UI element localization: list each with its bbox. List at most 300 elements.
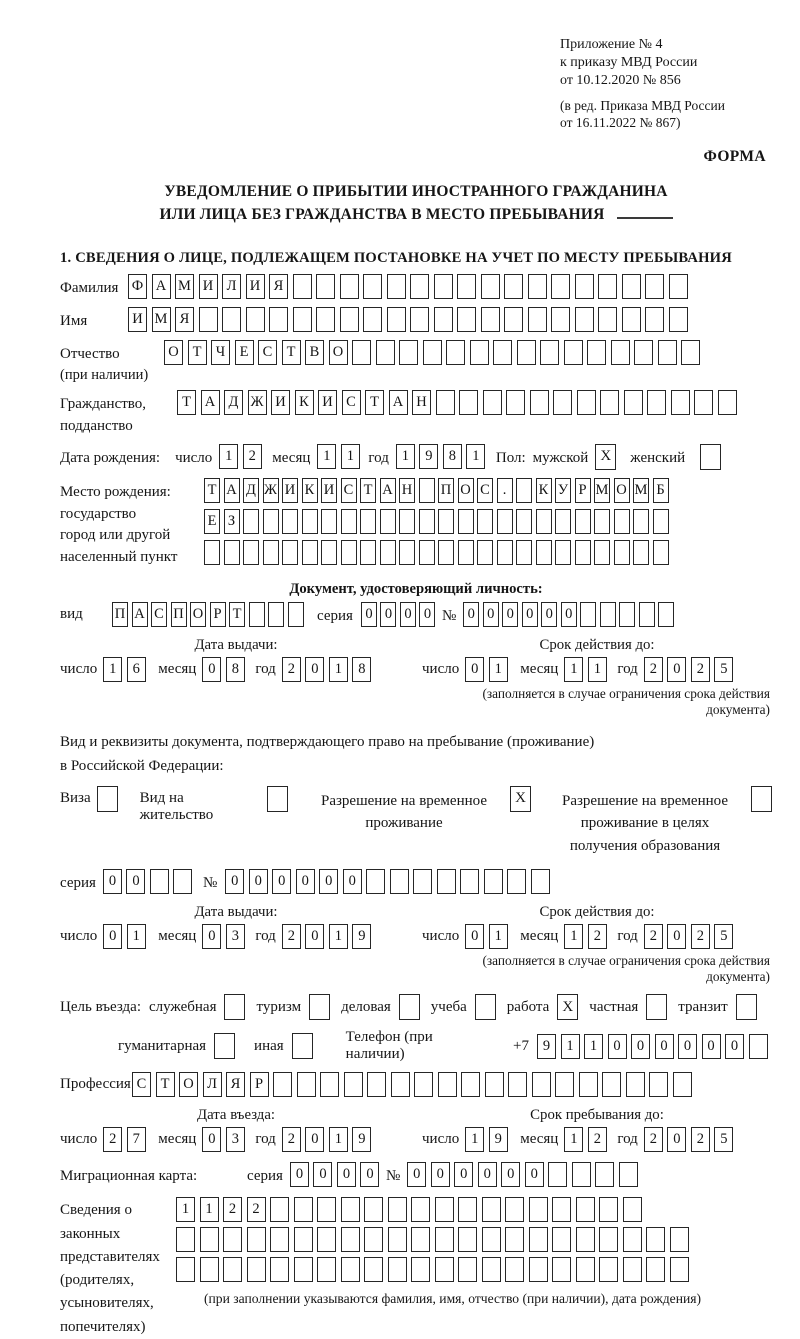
char-box[interactable]: 9 [489,1127,508,1152]
char-box[interactable] [572,1162,591,1187]
char-box[interactable]: 6 [127,657,146,682]
char-box[interactable] [294,1257,313,1282]
char-box[interactable]: 1 [465,1127,484,1152]
char-box[interactable] [504,274,523,299]
char-box[interactable] [434,274,453,299]
temporary-residence-education-checkbox[interactable] [751,786,772,812]
char-box[interactable] [243,540,259,565]
char-box[interactable]: 1 [341,444,360,469]
char-box[interactable] [360,509,376,534]
char-box[interactable] [434,307,453,332]
char-box[interactable]: М [152,307,171,332]
char-box[interactable] [508,1072,527,1097]
char-box[interactable] [694,390,713,415]
char-box[interactable] [623,1197,642,1222]
char-box[interactable] [531,869,550,894]
char-box[interactable]: 0 [272,869,291,894]
char-box[interactable] [577,390,596,415]
char-box[interactable]: 0 [702,1034,721,1059]
char-box[interactable] [176,1227,195,1252]
char-box[interactable] [419,540,435,565]
char-box[interactable]: 1 [103,657,122,682]
char-box[interactable]: 1 [564,1127,583,1152]
char-box[interactable] [269,307,288,332]
char-box[interactable] [530,390,549,415]
char-box[interactable]: А [224,478,240,503]
char-box[interactable] [484,869,503,894]
char-box[interactable]: 0 [290,1162,309,1187]
char-box[interactable] [540,340,559,365]
char-box[interactable] [658,602,674,627]
char-box[interactable]: Ч [211,340,230,365]
char-box[interactable]: 0 [337,1162,356,1187]
char-box[interactable] [517,340,536,365]
char-box[interactable] [532,1072,551,1097]
char-box[interactable]: П [171,602,187,627]
char-box[interactable]: У [555,478,571,503]
char-box[interactable] [399,340,418,365]
char-box[interactable]: 5 [714,657,733,682]
char-box[interactable]: 0 [525,1162,544,1187]
char-box[interactable]: 0 [541,602,557,627]
char-box[interactable]: 0 [655,1034,674,1059]
char-box[interactable]: 1 [466,444,485,469]
char-box[interactable] [623,1227,642,1252]
char-box[interactable] [413,869,432,894]
char-box[interactable]: С [132,1072,151,1097]
char-box[interactable] [364,1257,383,1282]
char-box[interactable] [670,1227,689,1252]
char-box[interactable] [270,1197,289,1222]
char-box[interactable] [411,1227,430,1252]
purpose-official-checkbox[interactable] [224,994,245,1020]
char-box[interactable] [387,274,406,299]
char-box[interactable]: М [633,478,649,503]
char-box[interactable]: 1 [489,657,508,682]
sex-male-checkbox[interactable]: X [595,444,616,470]
char-box[interactable] [458,540,474,565]
char-box[interactable]: А [132,602,148,627]
char-box[interactable]: 2 [644,1127,663,1152]
char-box[interactable]: 1 [329,1127,348,1152]
char-box[interactable] [600,602,616,627]
char-box[interactable]: 1 [329,924,348,949]
char-box[interactable]: Т [156,1072,175,1097]
char-box[interactable]: М [594,478,610,503]
char-box[interactable] [316,307,335,332]
char-box[interactable] [435,1227,454,1252]
char-box[interactable]: Р [250,1072,269,1097]
char-box[interactable] [173,869,192,894]
char-box[interactable]: 9 [419,444,438,469]
char-box[interactable] [294,1227,313,1252]
char-box[interactable] [388,1227,407,1252]
char-box[interactable] [575,540,591,565]
char-box[interactable] [410,307,429,332]
char-box[interactable]: О [329,340,348,365]
char-box[interactable]: С [258,340,277,365]
char-box[interactable]: И [282,478,298,503]
char-box[interactable] [576,1197,595,1222]
char-box[interactable]: 0 [465,924,484,949]
char-box[interactable]: 1 [176,1197,195,1222]
char-box[interactable]: 0 [725,1034,744,1059]
char-box[interactable]: И [199,274,218,299]
char-box[interactable] [247,1257,266,1282]
char-box[interactable]: 0 [631,1034,650,1059]
char-box[interactable]: А [201,390,220,415]
char-box[interactable] [341,1197,360,1222]
char-box[interactable] [321,540,337,565]
char-box[interactable] [414,1072,433,1097]
char-box[interactable] [505,1257,524,1282]
char-box[interactable] [391,1072,410,1097]
char-box[interactable] [639,602,655,627]
char-box[interactable] [436,390,455,415]
char-box[interactable] [555,1072,574,1097]
char-box[interactable] [579,1072,598,1097]
char-box[interactable]: О [614,478,630,503]
char-box[interactable] [340,274,359,299]
char-box[interactable] [614,540,630,565]
char-box[interactable]: Д [243,478,259,503]
char-box[interactable] [317,1227,336,1252]
char-box[interactable] [438,509,454,534]
char-box[interactable] [552,1257,571,1282]
char-box[interactable] [461,1072,480,1097]
char-box[interactable]: 2 [644,924,663,949]
char-box[interactable] [380,509,396,534]
char-box[interactable]: И [321,478,337,503]
char-box[interactable] [528,307,547,332]
char-box[interactable]: 0 [305,657,324,682]
char-box[interactable]: 1 [396,444,415,469]
char-box[interactable] [529,1257,548,1282]
char-box[interactable] [223,1227,242,1252]
char-box[interactable]: Т [177,390,196,415]
char-box[interactable]: 0 [313,1162,332,1187]
char-box[interactable]: О [164,340,183,365]
char-box[interactable] [598,274,617,299]
char-box[interactable] [376,340,395,365]
char-box[interactable] [505,1197,524,1222]
char-box[interactable] [458,1197,477,1222]
char-box[interactable] [340,307,359,332]
visa-checkbox[interactable] [97,786,118,812]
sex-female-checkbox[interactable] [700,444,721,470]
char-box[interactable] [390,869,409,894]
char-box[interactable] [595,1162,614,1187]
char-box[interactable] [497,509,513,534]
char-box[interactable] [670,1257,689,1282]
char-box[interactable] [504,307,523,332]
char-box[interactable]: И [128,307,147,332]
char-box[interactable]: З [224,509,240,534]
char-box[interactable]: А [152,274,171,299]
char-box[interactable]: 1 [317,444,336,469]
char-box[interactable] [223,1257,242,1282]
char-box[interactable]: 0 [465,657,484,682]
char-box[interactable] [367,1072,386,1097]
char-box[interactable]: 0 [249,869,268,894]
char-box[interactable] [411,1257,430,1282]
char-box[interactable]: 0 [225,869,244,894]
char-box[interactable] [646,1227,665,1252]
char-box[interactable] [516,540,532,565]
char-box[interactable]: П [112,602,128,627]
char-box[interactable]: 2 [282,1127,301,1152]
char-box[interactable]: К [302,478,318,503]
char-box[interactable] [360,540,376,565]
char-box[interactable] [249,602,265,627]
char-box[interactable] [341,509,357,534]
char-box[interactable] [516,509,532,534]
char-box[interactable] [293,274,312,299]
char-box[interactable]: 9 [352,1127,371,1152]
char-box[interactable] [575,274,594,299]
char-box[interactable]: 2 [103,1127,122,1152]
residence-permit-checkbox[interactable] [267,786,288,812]
char-box[interactable] [458,509,474,534]
purpose-humanitarian-checkbox[interactable] [214,1033,235,1059]
char-box[interactable]: Т [282,340,301,365]
char-box[interactable] [363,307,382,332]
char-box[interactable]: А [389,390,408,415]
purpose-work-checkbox[interactable]: X [557,994,578,1020]
char-box[interactable] [363,274,382,299]
char-box[interactable]: 7 [127,1127,146,1152]
char-box[interactable]: 0 [103,869,122,894]
char-box[interactable] [645,307,664,332]
char-box[interactable]: 2 [644,657,663,682]
char-box[interactable] [482,1197,501,1222]
char-box[interactable] [482,1257,501,1282]
char-box[interactable]: С [342,390,361,415]
char-box[interactable]: Д [224,390,243,415]
char-box[interactable]: 5 [714,924,733,949]
char-box[interactable] [658,340,677,365]
char-box[interactable]: 0 [454,1162,473,1187]
char-box[interactable] [270,1257,289,1282]
char-box[interactable] [634,340,653,365]
char-box[interactable] [341,1257,360,1282]
char-box[interactable] [602,1072,621,1097]
char-box[interactable] [718,390,737,415]
char-box[interactable]: 0 [360,1162,379,1187]
char-box[interactable]: 0 [667,1127,686,1152]
char-box[interactable] [457,274,476,299]
char-box[interactable]: 2 [691,1127,710,1152]
char-box[interactable] [681,340,700,365]
char-box[interactable]: Т [188,340,207,365]
char-box[interactable]: 1 [200,1197,219,1222]
char-box[interactable]: В [305,340,324,365]
char-box[interactable]: 0 [305,924,324,949]
char-box[interactable]: 2 [223,1197,242,1222]
char-box[interactable]: 1 [489,924,508,949]
char-box[interactable]: 0 [305,1127,324,1152]
char-box[interactable]: 2 [243,444,262,469]
purpose-tourism-checkbox[interactable] [309,994,330,1020]
char-box[interactable] [671,390,690,415]
char-box[interactable] [294,1197,313,1222]
char-box[interactable]: 0 [343,869,362,894]
char-box[interactable] [419,478,435,503]
char-box[interactable] [199,307,218,332]
char-box[interactable] [204,540,220,565]
purpose-study-checkbox[interactable] [475,994,496,1020]
char-box[interactable]: 1 [584,1034,603,1059]
char-box[interactable]: С [151,602,167,627]
char-box[interactable]: 1 [564,924,583,949]
char-box[interactable] [302,509,318,534]
char-box[interactable] [576,1257,595,1282]
char-box[interactable] [619,1162,638,1187]
char-box[interactable]: 1 [561,1034,580,1059]
char-box[interactable]: Ж [263,478,279,503]
char-box[interactable] [653,540,669,565]
char-box[interactable]: Е [204,509,220,534]
char-box[interactable] [246,307,265,332]
char-box[interactable] [576,1227,595,1252]
char-box[interactable] [247,1227,266,1252]
char-box[interactable]: 2 [247,1197,266,1222]
char-box[interactable] [268,602,284,627]
char-box[interactable]: 8 [352,657,371,682]
char-box[interactable] [555,540,571,565]
char-box[interactable]: 9 [352,924,371,949]
char-box[interactable] [438,1072,457,1097]
char-box[interactable] [364,1197,383,1222]
char-box[interactable] [564,340,583,365]
char-box[interactable] [669,274,688,299]
char-box[interactable] [288,602,304,627]
char-box[interactable]: 0 [202,1127,221,1152]
char-box[interactable] [470,340,489,365]
char-box[interactable] [645,274,664,299]
char-box[interactable] [624,390,643,415]
char-box[interactable]: 5 [714,1127,733,1152]
char-box[interactable]: 0 [478,1162,497,1187]
char-box[interactable] [552,1197,571,1222]
char-box[interactable] [341,1227,360,1252]
char-box[interactable]: О [458,478,474,503]
char-box[interactable]: Ф [128,274,147,299]
char-box[interactable]: К [295,390,314,415]
char-box[interactable]: 3 [226,1127,245,1152]
char-box[interactable] [364,1227,383,1252]
char-box[interactable] [647,390,666,415]
char-box[interactable] [594,540,610,565]
char-box[interactable] [200,1227,219,1252]
char-box[interactable]: 0 [296,869,315,894]
char-box[interactable]: М [175,274,194,299]
char-box[interactable] [551,307,570,332]
char-box[interactable]: 0 [463,602,479,627]
char-box[interactable]: Н [412,390,431,415]
char-box[interactable]: Е [235,340,254,365]
purpose-transit-checkbox[interactable] [736,994,757,1020]
char-box[interactable] [507,869,526,894]
char-box[interactable] [626,1072,645,1097]
char-box[interactable] [623,1257,642,1282]
char-box[interactable] [437,869,456,894]
char-box[interactable]: 2 [691,657,710,682]
char-box[interactable] [273,1072,292,1097]
char-box[interactable] [653,509,669,534]
char-box[interactable] [600,390,619,415]
char-box[interactable] [388,1197,407,1222]
char-box[interactable] [293,307,312,332]
purpose-private-checkbox[interactable] [646,994,667,1020]
char-box[interactable] [529,1227,548,1252]
char-box[interactable] [599,1227,618,1252]
char-box[interactable]: А [380,478,396,503]
char-box[interactable] [352,340,371,365]
char-box[interactable]: Н [399,478,415,503]
purpose-business-checkbox[interactable] [399,994,420,1020]
char-box[interactable] [270,1227,289,1252]
char-box[interactable] [575,307,594,332]
char-box[interactable] [317,1257,336,1282]
char-box[interactable] [243,509,259,534]
char-box[interactable]: И [246,274,265,299]
char-box[interactable] [548,1162,567,1187]
char-box[interactable]: 0 [126,869,145,894]
char-box[interactable] [493,340,512,365]
char-box[interactable] [485,1072,504,1097]
char-box[interactable] [553,390,572,415]
char-box[interactable] [282,540,298,565]
char-box[interactable]: 0 [561,602,577,627]
char-box[interactable] [483,390,502,415]
char-box[interactable]: 1 [588,657,607,682]
char-box[interactable]: 0 [501,1162,520,1187]
char-box[interactable] [646,1257,665,1282]
char-box[interactable] [316,274,335,299]
char-box[interactable]: 0 [483,602,499,627]
char-box[interactable] [622,274,641,299]
char-box[interactable]: Р [575,478,591,503]
char-box[interactable] [477,540,493,565]
char-box[interactable]: 0 [361,602,377,627]
char-box[interactable]: 0 [608,1034,627,1059]
char-box[interactable] [459,390,478,415]
char-box[interactable] [536,540,552,565]
char-box[interactable] [458,1227,477,1252]
char-box[interactable]: 8 [443,444,462,469]
char-box[interactable]: Т [360,478,376,503]
char-box[interactable] [669,307,688,332]
char-box[interactable] [460,869,479,894]
char-box[interactable]: 2 [588,924,607,949]
char-box[interactable] [599,1197,618,1222]
char-box[interactable]: Я [175,307,194,332]
char-box[interactable] [224,540,240,565]
char-box[interactable] [435,1197,454,1222]
char-box[interactable] [481,307,500,332]
char-box[interactable] [344,1072,363,1097]
char-box[interactable] [380,540,396,565]
char-box[interactable] [551,274,570,299]
char-box[interactable]: И [318,390,337,415]
char-box[interactable] [749,1034,768,1059]
char-box[interactable] [176,1257,195,1282]
char-box[interactable] [435,1257,454,1282]
char-box[interactable]: 0 [103,924,122,949]
char-box[interactable]: 1 [219,444,238,469]
char-box[interactable]: Я [226,1072,245,1097]
